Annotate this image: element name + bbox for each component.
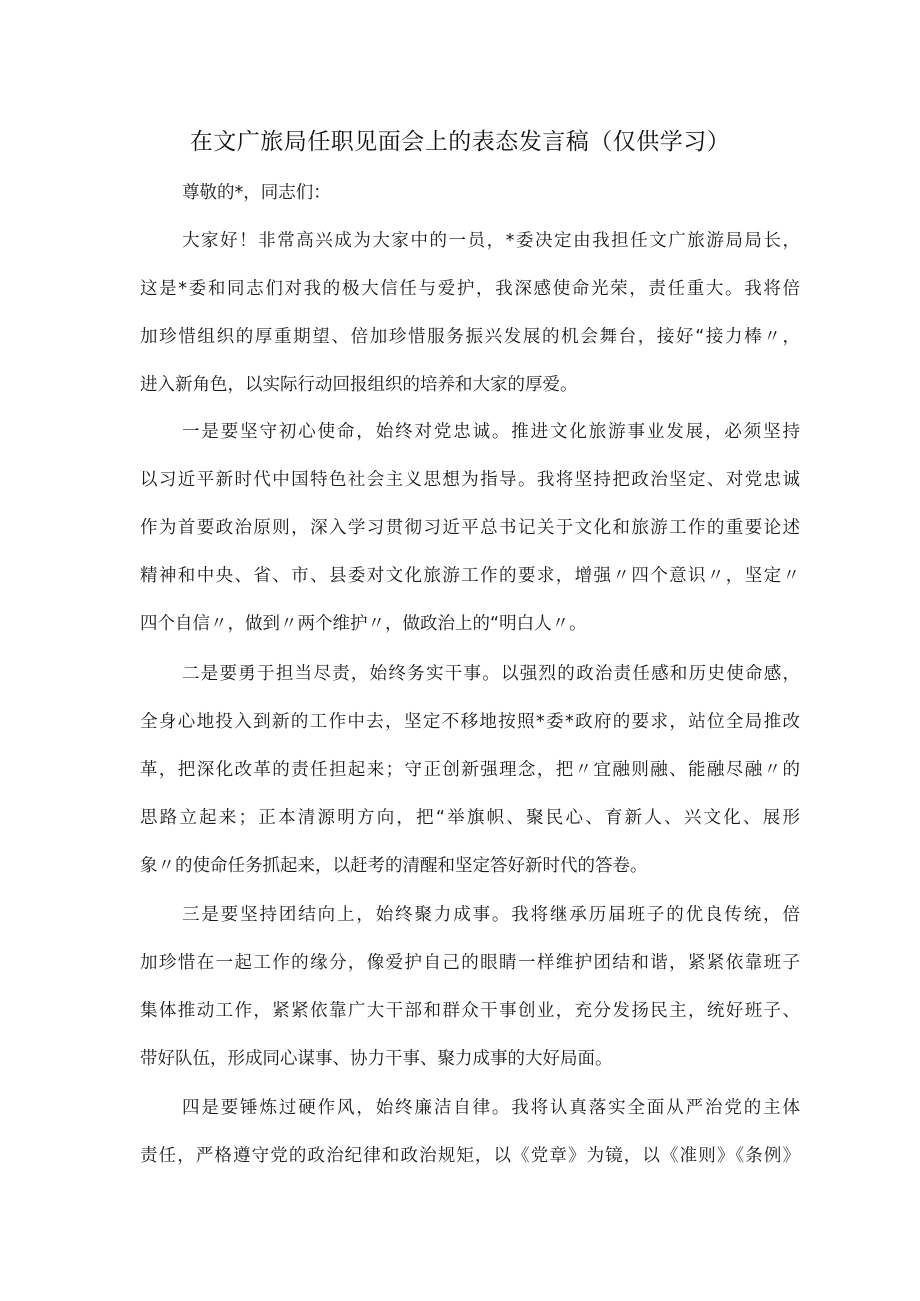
paragraph-line: 一是要坚守初心使命，始终对党忠诚。推进文化旅游事业发展，必须坚持	[182, 422, 800, 442]
paragraph-line: 全身心地投入到新的工作中去，坚定不移地按照*委*政府的要求，站位全局推改	[140, 712, 800, 732]
paragraph-line: 责任，严格遵守党的政治纪律和政治规矩，以《党章》为镜，以《准则》《条例》	[140, 1146, 800, 1166]
paragraph-line: 作为首要政治原则，深入学习贯彻习近平总书记关于文化和旅游工作的重要论述	[140, 518, 800, 538]
paragraph-line: 二是要勇于担当尽责，始终务实干事。以强烈的政治责任感和历史使命感，	[182, 664, 800, 684]
paragraph-line: 革，把深化改革的责任担起来；守正创新强理念，把〃宜融则融、能融尽融〃的	[140, 760, 800, 780]
paragraph-point-two	[140, 650, 800, 890]
paragraph-point-three	[140, 891, 800, 1083]
paragraph-line: 集体推动工作，紧紧依靠广大干部和群众干事创业，充分发扬民主，统好班子、	[140, 1001, 800, 1021]
paragraph-point-one	[140, 408, 800, 648]
paragraph-line: 四个自信〃，做到〃两个维护〃，做政治上的“明白人〃。	[140, 614, 587, 634]
paragraph-line: 大家好！非常高兴成为大家中的一员，*委决定由我担任文广旅游局局长，	[182, 231, 800, 251]
paragraph-line: 带好队伍，形成同心谋事、协力干事、聚力成事的大好局面。	[140, 1049, 613, 1069]
paragraph-line: 以习近平新时代中国特色社会主义思想为指导。我将坚持把政治坚定、对党忠诚	[140, 470, 800, 490]
paragraph-greeting	[140, 217, 800, 409]
paragraph-line: 加珍惜组织的厚重期望、倍加珍惜服务振兴发展的机会舞台，接好“接力棒〃，	[140, 327, 800, 347]
paragraph-line: 四是要锤炼过硬作风，始终廉洁自律。我将认真落实全面从严治党的主体	[182, 1098, 800, 1118]
paragraph-line: 三是要坚持团结向上，始终聚力成事。我将继承历届班子的优良传统，倍	[182, 905, 800, 925]
paragraph-line: 精神和中央、省、市、县委对文化旅游工作的要求，增强〃四个意识〃，坚定〃	[140, 566, 800, 586]
paragraph-line: 加珍惜在一起工作的缘分，像爱护自己的眼睛一样维护团结和谐，紧紧依靠班子	[140, 953, 800, 973]
paragraph-line: 这是*委和同志们对我的极大信任与爱护，我深感使命光荣，责任重大。我将倍	[140, 279, 800, 299]
paragraph-line: 象〃的使命任务抓起来，以赶考的清醒和坚定答好新时代的答卷。	[140, 856, 648, 876]
salutation: 尊敬的*，同志们：	[182, 183, 331, 203]
paragraph-point-four	[140, 1084, 800, 1180]
paragraph-line: 进入新角色，以实际行动回报组织的培养和大家的厚爱。	[140, 375, 578, 395]
paragraph-line: 思路立起来；正本清源明方向，把“举旗帜、聚民心、育新人、兴文化、展形	[140, 808, 800, 828]
document-title: 在文广旅局任职见面会上的表态发言稿（仅供学习）	[189, 129, 731, 155]
